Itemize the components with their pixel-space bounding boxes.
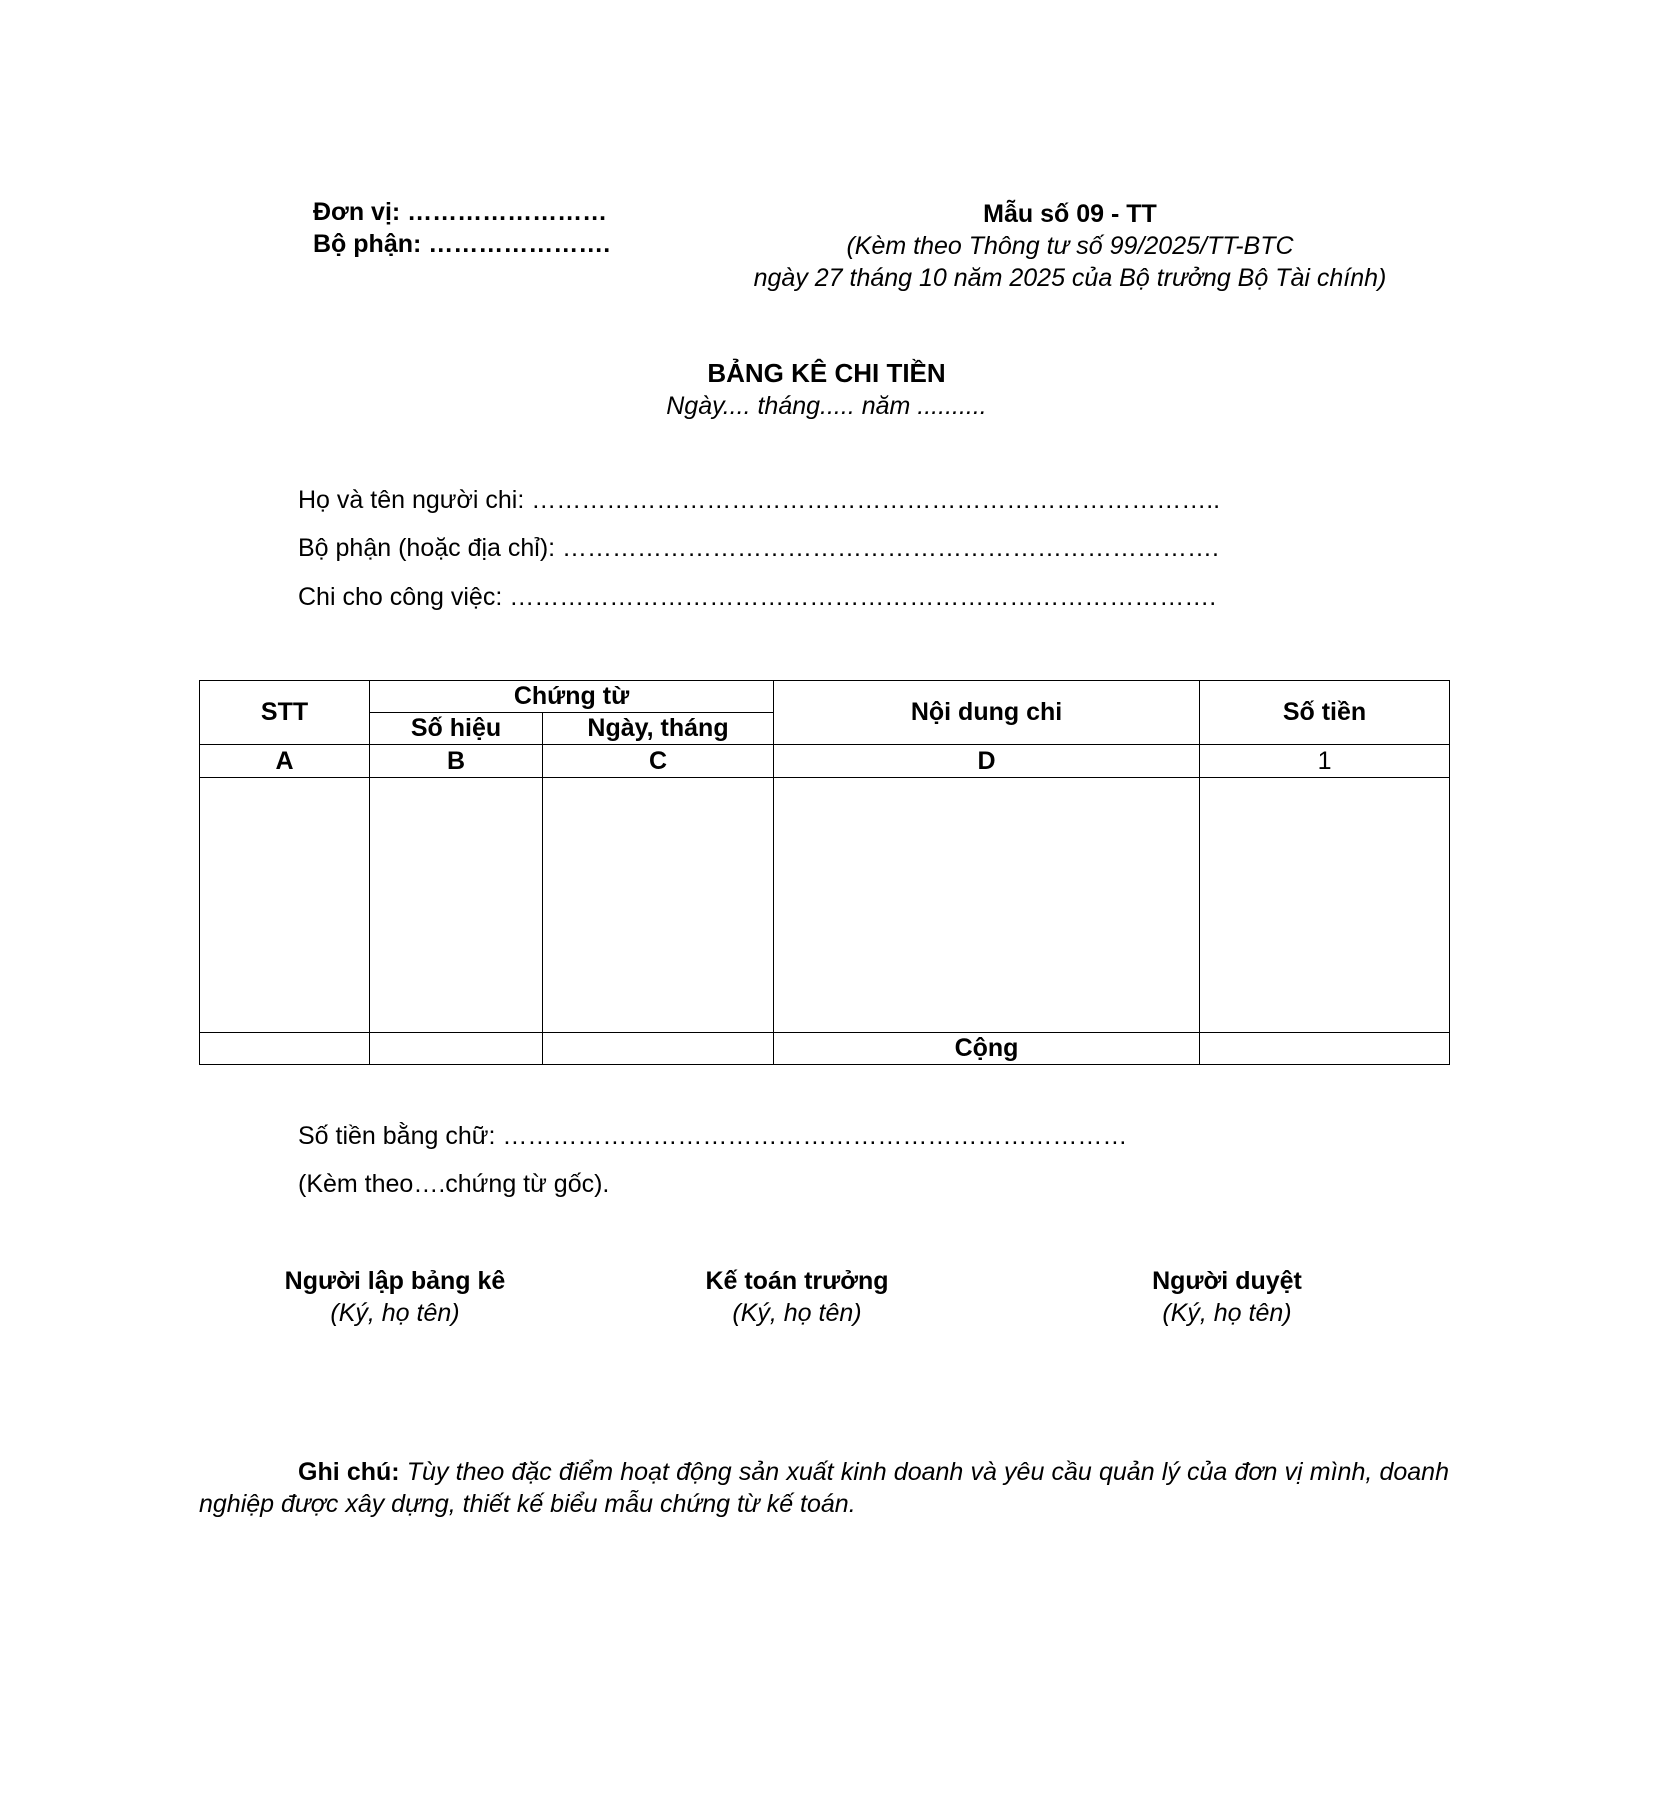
table-header-row <box>200 681 1450 713</box>
code-b: B <box>370 745 543 778</box>
total-label: Cộng <box>774 1033 1200 1065</box>
signature-title: Người duyệt <box>1152 1267 1302 1295</box>
header-stt: STT <box>200 681 370 745</box>
code-a: A <box>200 745 370 778</box>
signature-instruction: (Ký, họ tên) <box>1162 1299 1292 1327</box>
payer-name-line: Họ và tên người chi: ……………………………………………………………………….. <box>298 486 1221 514</box>
cell-content <box>774 778 1200 1033</box>
form-number: Mẫu số 09 - TT <box>983 200 1157 228</box>
note-paragraph <box>199 1456 1449 1520</box>
total-cell-voucher-date <box>543 1033 774 1065</box>
form-reference-line-2: ngày 27 tháng 10 năm 2025 của Bộ trưởng Bộ Tài chính) <box>753 264 1387 292</box>
document-date: Ngày.... tháng..... năm .......... <box>666 392 987 420</box>
note-label: Ghi chú: <box>298 1458 400 1486</box>
signature-approver <box>1047 1265 1407 1329</box>
cell-voucher-date <box>543 778 774 1033</box>
form-reference-line-1: (Kèm theo Thông tư số 99/2025/TT-BTC <box>846 232 1294 260</box>
attached-vouchers-line: (Kèm theo….chứng từ gốc). <box>298 1170 610 1198</box>
cell-stt <box>200 778 370 1033</box>
signature-title: Kế toán trưởng <box>705 1267 889 1295</box>
note-text: Tùy theo đặc điểm hoạt động sản xuất kinh doanh và yêu cầu quản lý của đơn vị mình, doanh nghiệp được xây dựng, thiết kế biểu mẫu chứng từ kế toán. <box>199 1458 1449 1518</box>
signature-instruction: (Ký, họ tên) <box>732 1299 862 1327</box>
department-field: Bộ phận: …………………. <box>313 230 611 258</box>
department-address-line: Bộ phận (hoặc địa chỉ): ……………………………………………………………………. <box>298 534 1219 562</box>
code-1: 1 <box>1200 745 1450 778</box>
amount-in-words-line: Số tiền bằng chữ: ………………………………………………………………… <box>298 1122 1128 1150</box>
total-cell-amount <box>1200 1033 1450 1065</box>
code-d: D <box>774 745 1200 778</box>
cell-voucher-number <box>370 778 543 1033</box>
signature-instruction: (Ký, họ tên) <box>330 1299 460 1327</box>
signature-preparer <box>215 1265 575 1329</box>
unit-field: Đơn vị: …………………… <box>313 198 608 226</box>
header-content: Nội dung chi <box>774 681 1200 745</box>
header-voucher-number: Số hiệu <box>370 713 543 745</box>
total-row <box>200 1033 1450 1065</box>
total-cell-stt <box>200 1033 370 1065</box>
signature-title: Người lập bảng kê <box>284 1267 506 1295</box>
header-amount: Số tiền <box>1200 681 1450 745</box>
purpose-line: Chi cho công việc: …………………………………………………………………………. <box>298 583 1217 611</box>
title-block <box>0 356 1653 422</box>
code-c: C <box>543 745 774 778</box>
header-voucher-date: Ngày, tháng <box>543 713 774 745</box>
table-body-row <box>200 778 1450 1033</box>
header-voucher: Chứng từ <box>370 681 774 713</box>
column-code-row <box>200 745 1450 778</box>
document-title: BẢNG KÊ CHI TIỀN <box>707 358 946 388</box>
signature-chief-accountant <box>617 1265 977 1329</box>
expense-table <box>199 680 1450 1065</box>
form-header <box>700 198 1440 294</box>
total-cell-voucher-number <box>370 1033 543 1065</box>
cell-amount <box>1200 778 1450 1033</box>
